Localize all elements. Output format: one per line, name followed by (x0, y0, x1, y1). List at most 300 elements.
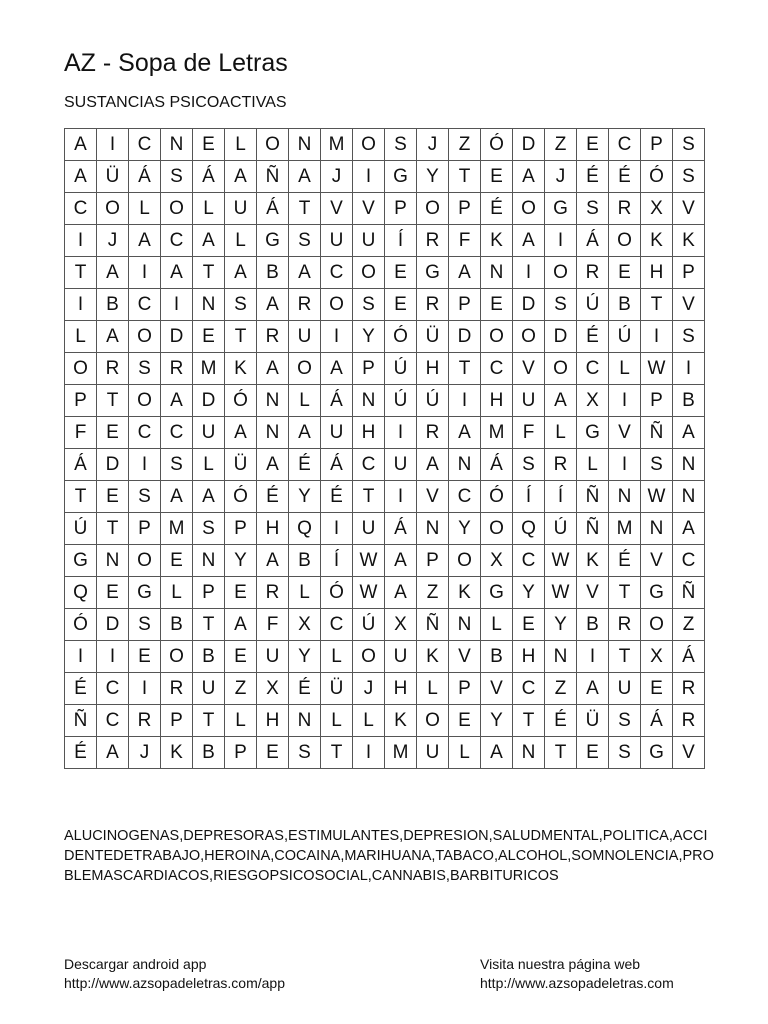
grid-cell: B (257, 257, 289, 289)
grid-cell: C (161, 417, 193, 449)
grid-cell: K (673, 225, 705, 257)
grid-cell: C (481, 353, 513, 385)
grid-cell: D (97, 449, 129, 481)
grid-cell: G (641, 737, 673, 769)
grid-cell: J (321, 161, 353, 193)
grid-cell: S (545, 289, 577, 321)
grid-cell: I (385, 481, 417, 513)
grid-cell: A (385, 577, 417, 609)
grid-cell: H (641, 257, 673, 289)
grid-cell: K (481, 225, 513, 257)
grid-cell: A (673, 417, 705, 449)
grid-cell: T (609, 641, 641, 673)
android-app-link[interactable]: http://www.azsopadeletras.com/app (64, 975, 286, 991)
grid-cell: T (353, 481, 385, 513)
grid-cell: R (577, 257, 609, 289)
grid-cell: A (193, 225, 225, 257)
grid-cell: C (129, 417, 161, 449)
grid-cell: Ó (225, 385, 257, 417)
grid-cell: S (577, 193, 609, 225)
grid-cell: H (257, 705, 289, 737)
grid-cell: R (129, 705, 161, 737)
grid-cell: Y (513, 577, 545, 609)
grid-cell: F (257, 609, 289, 641)
grid-cell: F (449, 225, 481, 257)
grid-cell: Y (449, 513, 481, 545)
grid-cell: O (417, 705, 449, 737)
grid-cell: A (161, 481, 193, 513)
grid-cell: G (577, 417, 609, 449)
grid-cell: I (449, 385, 481, 417)
grid-cell: L (449, 737, 481, 769)
grid-cell: C (161, 225, 193, 257)
grid-cell: A (97, 321, 129, 353)
grid-cell: N (289, 129, 321, 161)
grid-cell: I (673, 353, 705, 385)
grid-cell: U (225, 193, 257, 225)
grid-cell: B (481, 641, 513, 673)
grid-cell: A (65, 161, 97, 193)
grid-cell: P (193, 577, 225, 609)
grid-cell: Ú (545, 513, 577, 545)
grid-cell: M (161, 513, 193, 545)
grid-cell: B (577, 609, 609, 641)
grid-cell: O (545, 353, 577, 385)
grid-cell: L (577, 449, 609, 481)
grid-cell: C (97, 705, 129, 737)
grid-cell: V (417, 481, 449, 513)
grid-cell: Á (385, 513, 417, 545)
grid-cell: Y (289, 481, 321, 513)
grid-cell: A (257, 353, 289, 385)
grid-cell: Í (545, 481, 577, 513)
grid-cell: S (673, 129, 705, 161)
grid-cell: H (417, 353, 449, 385)
grid-cell: R (417, 225, 449, 257)
grid-cell: T (193, 257, 225, 289)
grid-cell: K (449, 577, 481, 609)
grid-cell: Z (417, 577, 449, 609)
grid-cell: R (289, 289, 321, 321)
grid-cell: T (225, 321, 257, 353)
grid-cell: L (193, 449, 225, 481)
grid-cell: V (673, 289, 705, 321)
grid-cell: R (673, 673, 705, 705)
letter-grid (64, 128, 705, 769)
grid-cell: B (193, 737, 225, 769)
grid-cell: I (641, 321, 673, 353)
grid-cell: C (513, 545, 545, 577)
grid-cell: P (417, 545, 449, 577)
grid-cell: I (321, 513, 353, 545)
grid-cell: I (577, 641, 609, 673)
grid-cell: N (353, 385, 385, 417)
grid-cell: I (353, 737, 385, 769)
grid-cell: U (513, 385, 545, 417)
grid-cell: É (65, 673, 97, 705)
grid-cell: Y (481, 705, 513, 737)
grid-cell: X (257, 673, 289, 705)
grid-cell: Q (513, 513, 545, 545)
grid-cell: S (353, 289, 385, 321)
grid-cell: G (65, 545, 97, 577)
grid-cell: C (321, 609, 353, 641)
grid-cell: C (321, 257, 353, 289)
website-link[interactable]: http://www.azsopadeletras.com (480, 975, 674, 991)
grid-cell: N (545, 641, 577, 673)
grid-cell: Ú (385, 385, 417, 417)
grid-cell: Ü (225, 449, 257, 481)
grid-cell: U (385, 449, 417, 481)
grid-cell: Ü (417, 321, 449, 353)
grid-cell: G (385, 161, 417, 193)
grid-cell: J (417, 129, 449, 161)
grid-cell: X (289, 609, 321, 641)
grid-cell: G (257, 225, 289, 257)
grid-cell: P (65, 385, 97, 417)
grid-cell: I (609, 385, 641, 417)
word-list: ALUCINOGENAS,DEPRESORAS,ESTIMULANTES,DEPRESION,SALUDMENTAL,POLITICA,ACCIDENTEDETRABAJO,HEROINA,COCAINA,MARIHUANA,TABACO,ALCOHOL,SOMNOLENCIA,PROBLEMASCARDIACOS,RIESGOPSICOSOCIAL,CANNABIS,BARBITURICOS (64, 828, 714, 884)
grid-cell: A (193, 481, 225, 513)
grid-cell: A (449, 257, 481, 289)
grid-cell: E (225, 641, 257, 673)
grid-cell: A (321, 353, 353, 385)
grid-cell: N (449, 449, 481, 481)
grid-cell: N (673, 481, 705, 513)
grid-cell: S (673, 321, 705, 353)
grid-cell: A (161, 257, 193, 289)
grid-cell: S (289, 737, 321, 769)
grid-cell: L (225, 225, 257, 257)
grid-cell: O (481, 321, 513, 353)
grid-cell: U (353, 225, 385, 257)
website-label: Visita nuestra página web (480, 956, 641, 972)
grid-cell: A (289, 257, 321, 289)
grid-cell: T (193, 705, 225, 737)
grid-cell: A (129, 225, 161, 257)
grid-cell: M (321, 129, 353, 161)
grid-cell: U (321, 417, 353, 449)
grid-cell: F (65, 417, 97, 449)
grid-cell: G (641, 577, 673, 609)
grid-cell: A (97, 257, 129, 289)
grid-cell: L (481, 609, 513, 641)
grid-cell: Z (673, 609, 705, 641)
grid-cell: L (545, 417, 577, 449)
grid-cell: L (193, 193, 225, 225)
grid-cell: Ñ (417, 609, 449, 641)
grid-cell: C (513, 673, 545, 705)
grid-cell: S (161, 449, 193, 481)
grid-cell: U (193, 417, 225, 449)
grid-cell: I (65, 641, 97, 673)
grid-cell: Ú (385, 353, 417, 385)
grid-cell: O (161, 641, 193, 673)
grid-cell: U (385, 641, 417, 673)
grid-cell: E (161, 545, 193, 577)
grid-cell: R (545, 449, 577, 481)
grid-cell: J (545, 161, 577, 193)
grid-cell: Ó (481, 129, 513, 161)
grid-cell: P (225, 737, 257, 769)
grid-cell: K (225, 353, 257, 385)
grid-cell: O (481, 513, 513, 545)
grid-cell: Y (545, 609, 577, 641)
grid-cell: O (417, 193, 449, 225)
grid-cell: Á (321, 449, 353, 481)
grid-cell: J (129, 737, 161, 769)
grid-cell: É (289, 673, 321, 705)
grid-cell: Ú (65, 513, 97, 545)
grid-cell: N (97, 545, 129, 577)
grid-cell: V (481, 673, 513, 705)
grid-cell: I (321, 321, 353, 353)
grid-cell: K (385, 705, 417, 737)
grid-cell: E (225, 577, 257, 609)
grid-cell: M (481, 417, 513, 449)
grid-cell: Á (193, 161, 225, 193)
grid-cell: É (545, 705, 577, 737)
grid-cell: A (257, 289, 289, 321)
grid-cell: J (353, 673, 385, 705)
grid-cell: Á (481, 449, 513, 481)
grid-cell: A (513, 225, 545, 257)
grid-cell: T (609, 577, 641, 609)
grid-cell: Y (225, 545, 257, 577)
grid-cell: A (385, 545, 417, 577)
grid-cell: I (161, 289, 193, 321)
grid-cell: A (225, 161, 257, 193)
grid-cell: D (449, 321, 481, 353)
grid-cell: S (641, 449, 673, 481)
grid-cell: U (609, 673, 641, 705)
grid-cell: A (289, 417, 321, 449)
grid-cell: L (225, 129, 257, 161)
grid-cell: R (257, 577, 289, 609)
grid-cell: O (129, 385, 161, 417)
grid-cell: O (257, 129, 289, 161)
grid-cell: E (481, 289, 513, 321)
grid-cell: F (513, 417, 545, 449)
grid-cell: L (161, 577, 193, 609)
grid-cell: A (577, 673, 609, 705)
grid-cell: E (257, 737, 289, 769)
grid-cell: O (641, 609, 673, 641)
grid-cell: X (641, 641, 673, 673)
grid-cell: K (417, 641, 449, 673)
grid-cell: I (129, 257, 161, 289)
grid-cell: C (577, 353, 609, 385)
grid-cell: K (577, 545, 609, 577)
grid-cell: S (161, 161, 193, 193)
grid-cell: A (225, 417, 257, 449)
grid-cell: B (193, 641, 225, 673)
grid-cell: O (609, 225, 641, 257)
grid-cell: C (129, 289, 161, 321)
grid-cell: L (609, 353, 641, 385)
grid-cell: O (161, 193, 193, 225)
grid-cell: O (353, 641, 385, 673)
grid-cell: É (577, 321, 609, 353)
grid-cell: A (545, 385, 577, 417)
grid-cell: T (289, 193, 321, 225)
grid-cell: N (289, 705, 321, 737)
grid-cell: P (449, 193, 481, 225)
grid-cell: T (193, 609, 225, 641)
grid-cell: T (321, 737, 353, 769)
grid-cell: R (257, 321, 289, 353)
grid-cell: I (129, 673, 161, 705)
grid-cell: H (513, 641, 545, 673)
grid-cell: D (513, 289, 545, 321)
grid-cell: O (65, 353, 97, 385)
grid-cell: Ú (417, 385, 449, 417)
grid-cell: S (513, 449, 545, 481)
grid-cell: O (97, 193, 129, 225)
grid-cell: H (481, 385, 513, 417)
grid-cell: O (513, 193, 545, 225)
grid-cell: G (545, 193, 577, 225)
grid-cell: P (161, 705, 193, 737)
grid-cell: Ú (609, 321, 641, 353)
grid-cell: Ü (97, 161, 129, 193)
grid-cell: N (641, 513, 673, 545)
grid-cell: P (641, 385, 673, 417)
grid-cell: N (673, 449, 705, 481)
grid-cell: D (97, 609, 129, 641)
grid-cell: I (65, 289, 97, 321)
grid-cell: R (673, 705, 705, 737)
grid-cell: O (289, 353, 321, 385)
grid-cell: B (161, 609, 193, 641)
grid-cell: C (65, 193, 97, 225)
grid-cell: N (417, 513, 449, 545)
grid-cell: A (225, 609, 257, 641)
grid-cell: Ñ (577, 481, 609, 513)
grid-cell: C (609, 129, 641, 161)
grid-cell: Ó (225, 481, 257, 513)
grid-cell: P (449, 673, 481, 705)
grid-cell: P (641, 129, 673, 161)
grid-cell: W (545, 545, 577, 577)
grid-cell: I (97, 129, 129, 161)
grid-cell: O (321, 289, 353, 321)
grid-cell: E (577, 129, 609, 161)
grid-cell: C (353, 449, 385, 481)
grid-cell: G (417, 257, 449, 289)
grid-cell: W (545, 577, 577, 609)
grid-cell: W (641, 481, 673, 513)
grid-cell: N (193, 289, 225, 321)
grid-cell: A (481, 737, 513, 769)
grid-cell: L (225, 705, 257, 737)
grid-cell: Y (353, 321, 385, 353)
grid-cell: Z (449, 129, 481, 161)
grid-cell: V (641, 545, 673, 577)
grid-cell: S (129, 353, 161, 385)
grid-cell: P (385, 193, 417, 225)
grid-cell: Ú (577, 289, 609, 321)
grid-cell: P (225, 513, 257, 545)
grid-cell: C (97, 673, 129, 705)
grid-cell: V (353, 193, 385, 225)
grid-cell: Á (129, 161, 161, 193)
grid-cell: N (257, 417, 289, 449)
grid-cell: V (449, 641, 481, 673)
grid-cell: Z (225, 673, 257, 705)
grid-cell: J (97, 225, 129, 257)
grid-cell: O (545, 257, 577, 289)
grid-cell: Í (385, 225, 417, 257)
grid-cell: C (449, 481, 481, 513)
grid-cell: É (321, 481, 353, 513)
grid-cell: H (353, 417, 385, 449)
grid-cell: E (449, 705, 481, 737)
grid-cell: H (385, 673, 417, 705)
grid-cell: Á (673, 641, 705, 673)
grid-cell: I (545, 225, 577, 257)
grid-cell: A (161, 385, 193, 417)
footer-android (64, 955, 285, 993)
page-title: AZ - Sopa de Letras (64, 49, 288, 77)
grid-cell: V (673, 737, 705, 769)
grid-cell: B (673, 385, 705, 417)
grid-cell: M (385, 737, 417, 769)
grid-cell: H (257, 513, 289, 545)
grid-cell: W (353, 545, 385, 577)
grid-cell: L (321, 641, 353, 673)
grid-cell: R (97, 353, 129, 385)
grid-cell: E (385, 257, 417, 289)
grid-cell: B (97, 289, 129, 321)
grid-cell: S (289, 225, 321, 257)
grid-cell: T (449, 161, 481, 193)
footer-website (480, 955, 674, 993)
grid-cell: D (193, 385, 225, 417)
grid-cell: N (481, 257, 513, 289)
grid-cell: K (641, 225, 673, 257)
grid-cell: N (449, 609, 481, 641)
grid-cell: Ñ (577, 513, 609, 545)
grid-cell: T (97, 385, 129, 417)
grid-cell: T (97, 513, 129, 545)
grid-cell: N (609, 481, 641, 513)
grid-cell: T (545, 737, 577, 769)
grid-cell: É (65, 737, 97, 769)
grid-cell: R (609, 609, 641, 641)
grid-cell: A (289, 161, 321, 193)
grid-cell: P (449, 289, 481, 321)
grid-cell: A (225, 257, 257, 289)
grid-cell: A (417, 449, 449, 481)
grid-cell: Ó (385, 321, 417, 353)
grid-cell: X (577, 385, 609, 417)
grid-cell: É (609, 161, 641, 193)
grid-cell: Ó (641, 161, 673, 193)
grid-cell: Í (321, 545, 353, 577)
grid-cell: A (257, 545, 289, 577)
grid-cell: O (353, 257, 385, 289)
grid-cell: T (513, 705, 545, 737)
grid-cell: Í (513, 481, 545, 513)
grid-cell: G (129, 577, 161, 609)
grid-cell: L (289, 385, 321, 417)
grid-cell: W (353, 577, 385, 609)
grid-cell: É (289, 449, 321, 481)
grid-cell: N (161, 129, 193, 161)
grid-cell: L (289, 577, 321, 609)
android-app-label: Descargar android app (64, 956, 207, 972)
